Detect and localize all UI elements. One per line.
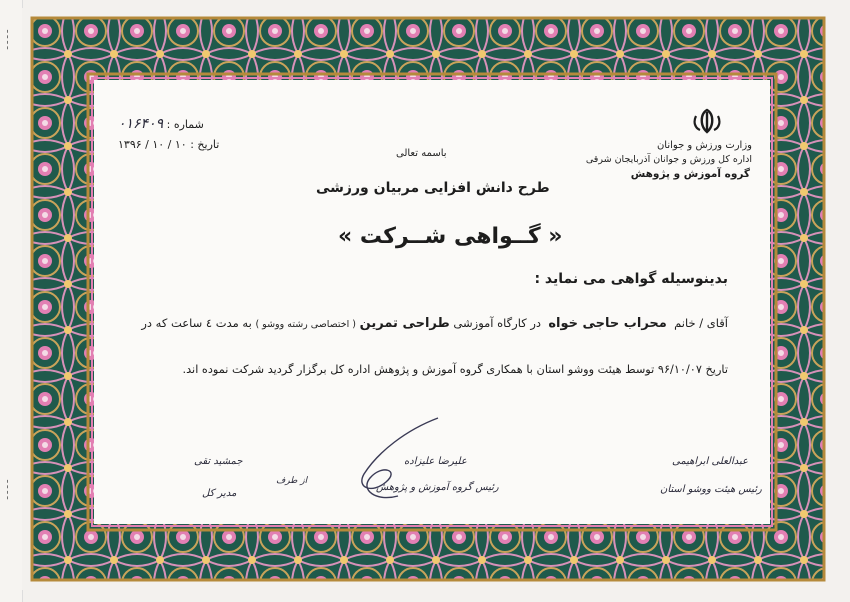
participant-name: محراب حاجی خواه (548, 316, 667, 331)
ministry-name: وزارت ورزش و جوانان (656, 140, 752, 151)
left-margin (0, 0, 23, 602)
body-line-1 (141, 316, 728, 331)
group-name: گروه آموزش و پژوهش (630, 168, 750, 180)
date-value: ۱۰ / ۱۰ / ۱۳۹۶ (118, 138, 187, 151)
iran-emblem-icon (690, 108, 724, 134)
number-value: ۰۱۶۴۰۹ (118, 116, 164, 132)
department-name: اداره کل ورزش و جوانان آذربایجان شرقی (585, 154, 752, 165)
signature-left-title: مدیر کل (202, 488, 237, 499)
specialty: ( اختصاصی رشته ووشو ) (255, 319, 356, 330)
number-row (118, 116, 204, 132)
signature-right-title: رئیس هیئت ووشو استان (660, 484, 762, 495)
certificate-title: « گــواهی شــرکت » (338, 224, 563, 249)
date-label: تاریخ : (190, 138, 220, 151)
signature-left-extra: از طرف (276, 476, 308, 486)
margin-note-bottom: ـ ـ ـ ـ (4, 480, 14, 500)
margin-note-top: ـ ـ ـ ـ (4, 30, 14, 50)
signature-middle-title: رئیس گروه آموزش و پژوهش (376, 482, 499, 493)
duration-text: به مدت ٤ ساعت که در (141, 316, 252, 330)
signature-middle-name: علیرضا علیزاده (404, 456, 467, 467)
body-line-2: تاریخ ۹۶/۱۰/۰۷ توسط هیئت ووشو استان با همکاری گروه آموزش و پژوهش اداره کل برگزار گردید شرکت نموده اند. (182, 363, 728, 376)
bismillah: باسمه تعالی (396, 148, 447, 159)
title-prefix: آقای / خانم (674, 316, 728, 330)
signature-right-name: عبدالعلی ابراهیمی (672, 456, 748, 467)
workshop-name: طراحی تمرین (359, 316, 450, 331)
intro-text: بدینوسیله گواهی می نماید : (534, 271, 728, 287)
date-row (118, 138, 219, 151)
signature-scribble (346, 412, 446, 508)
mid-text: در کارگاه آموزشی (453, 316, 542, 330)
number-label: شماره : (166, 118, 204, 131)
signature-left-name: جمشید تقی (194, 456, 243, 467)
program-title: طرح دانش افزایی مربیان ورزشی (316, 180, 550, 196)
